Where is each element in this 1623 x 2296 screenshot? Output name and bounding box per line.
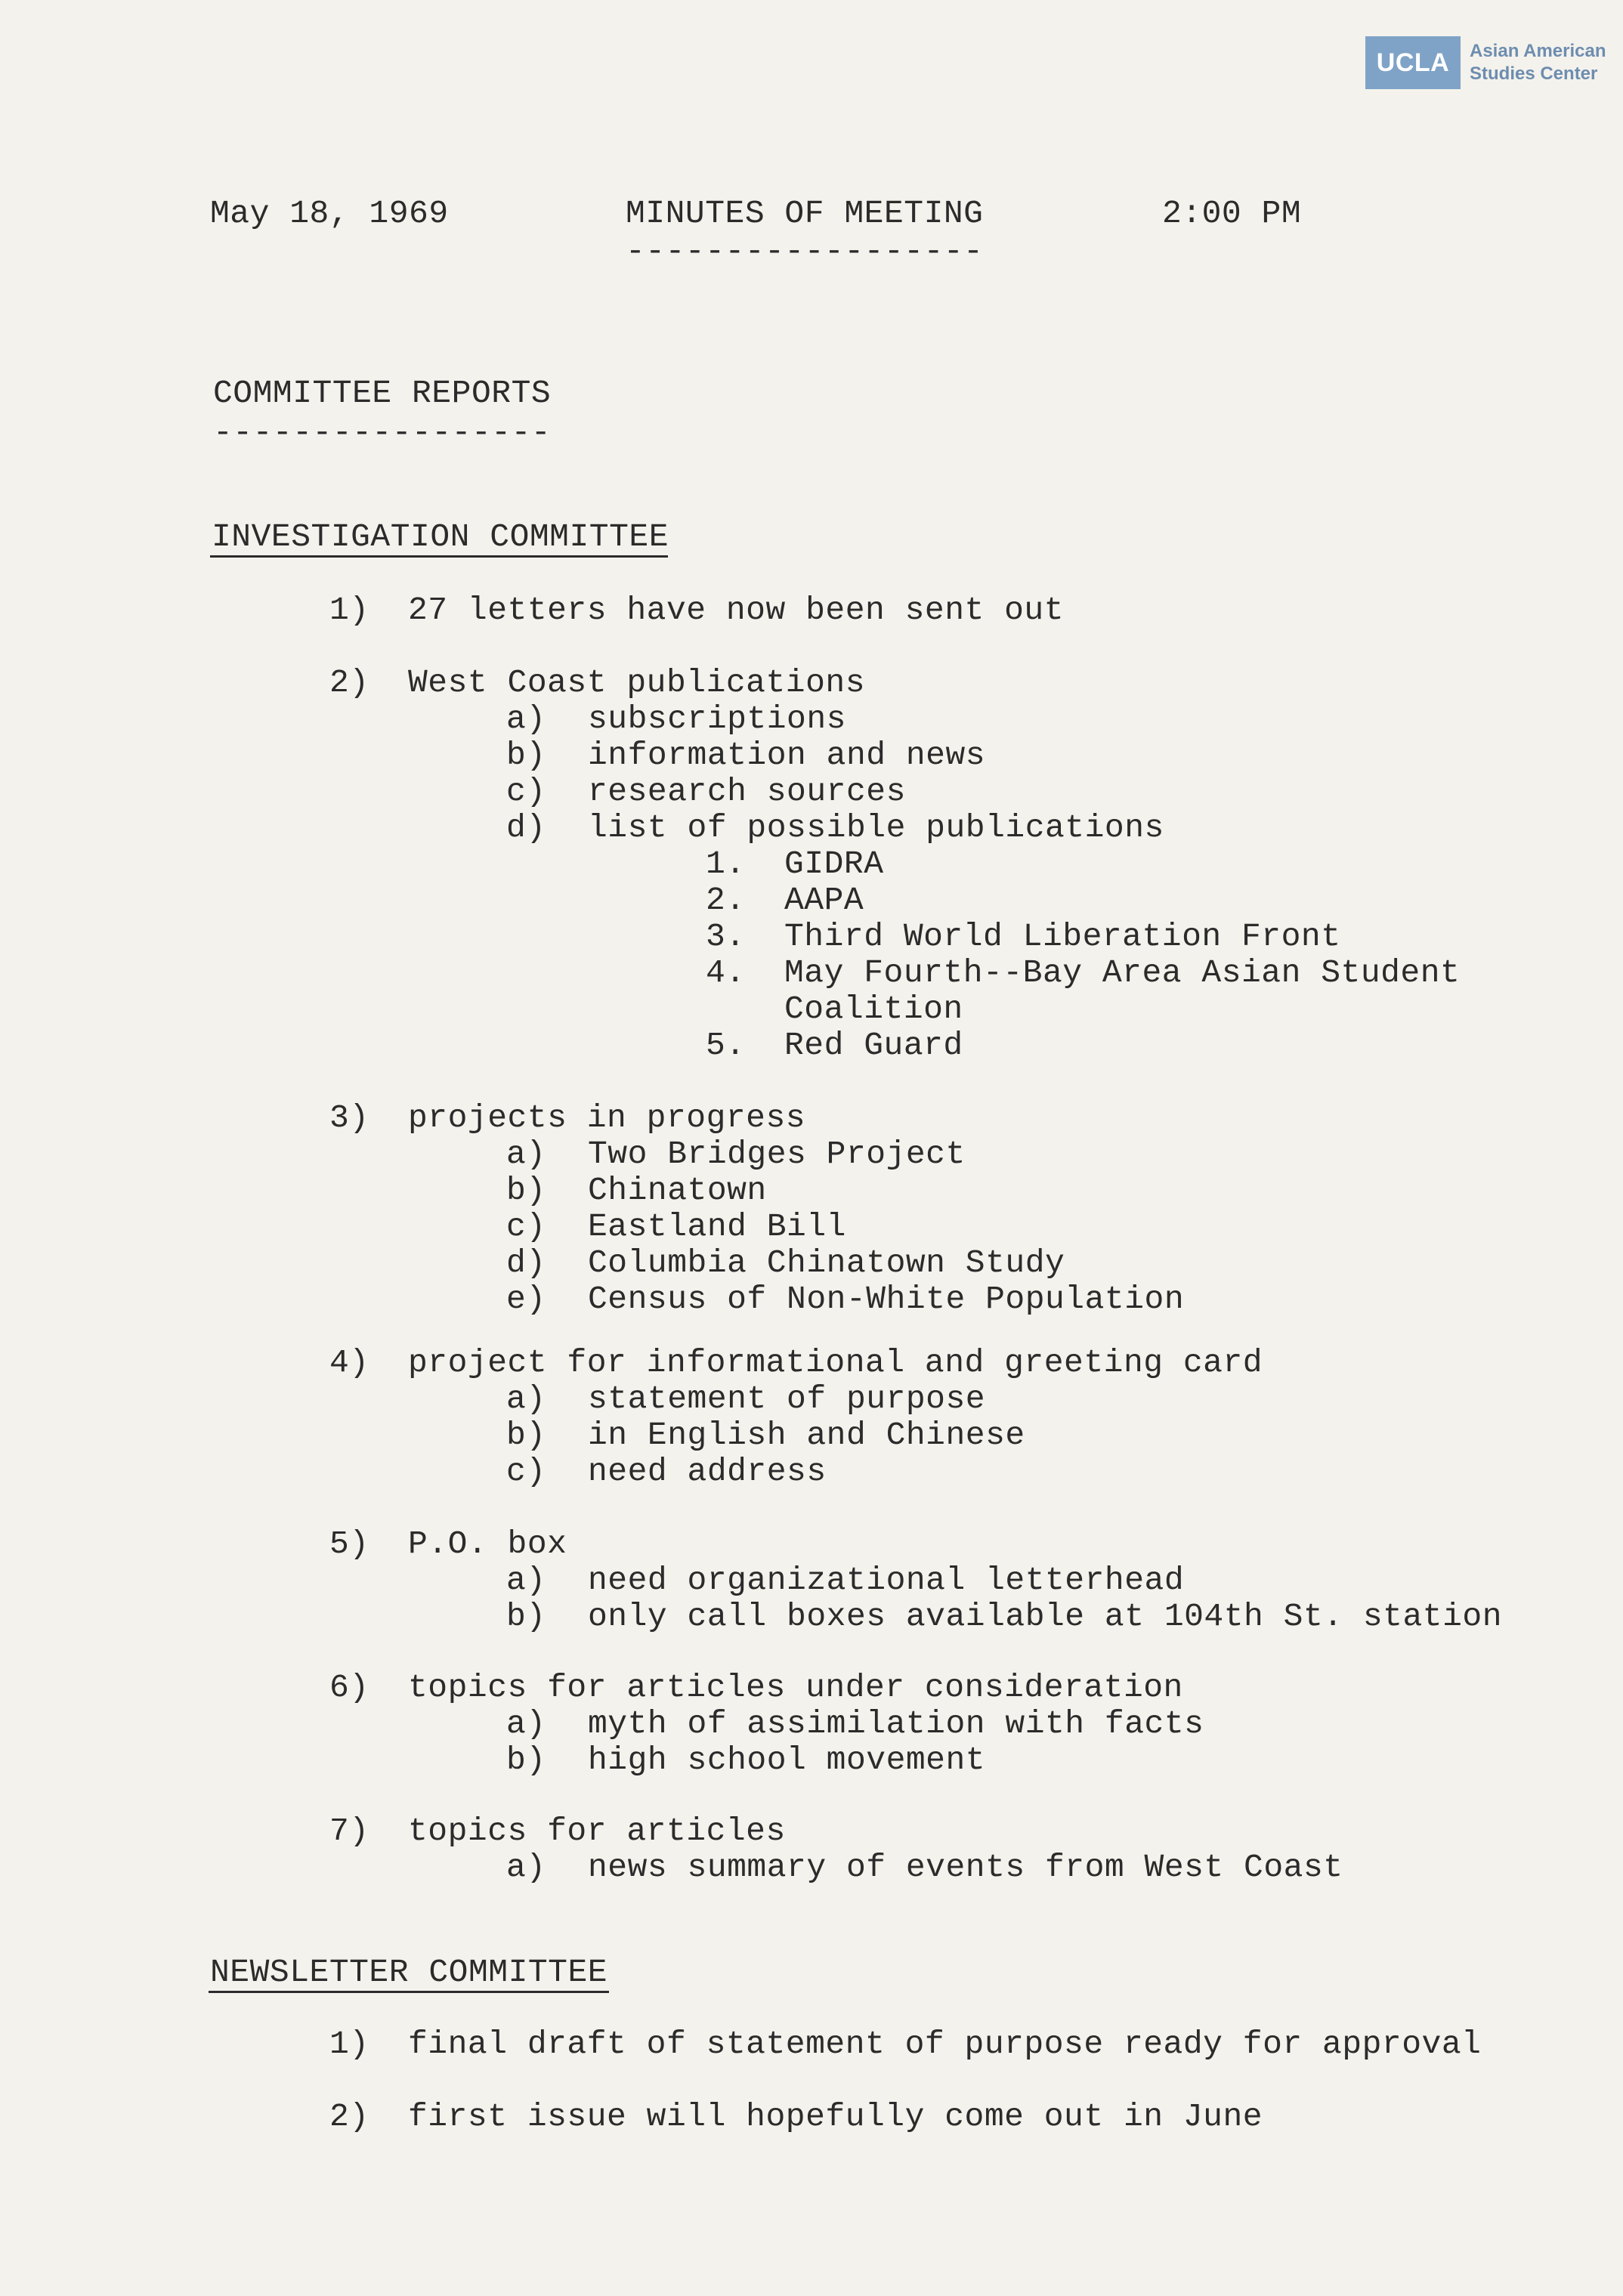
investigation-committee-heading: INVESTIGATION COMMITTEE [212,518,669,555]
subitem-text: list of possible publications [588,809,1164,846]
item-text: 27 letters have now been sent out [408,592,1065,629]
subitem-text: Eastland Bill [588,1208,846,1245]
subitem-letter: b) [506,1598,546,1635]
subitem-letter: a) [506,700,546,737]
item-text: topics for articles under consideration [408,1669,1183,1706]
subitem-letter: b) [506,1417,546,1454]
publication-number: 3. [706,918,746,955]
subitem-letter: b) [506,737,546,774]
publication-name: AAPA [784,882,864,919]
publication-name: GIDRA [784,845,884,882]
subitem-letter: c) [506,1453,546,1490]
subitem-text: subscriptions [588,700,846,737]
subitem-letter: a) [506,1849,546,1886]
subitem-text: research sources [588,773,906,810]
publication-name: May Fourth--Bay Area Asian Student [784,954,1461,991]
item-number: 4) [329,1344,369,1381]
meeting-time: 2:00 PM [1162,195,1302,232]
subitem-text: Chinatown [588,1172,767,1209]
item-text: West Coast publications [408,664,865,701]
item-text: first issue will hopefully come out in June [408,2098,1263,2135]
logo-caption-line1: Asian American [1470,41,1606,61]
item-number: 1) [329,2026,369,2063]
subitem-text: news summary of events from West Coast [588,1849,1343,1886]
newsletter-committee-heading: NEWSLETTER COMMITTEE [210,1954,608,1991]
item-text: projects in progress [408,1099,806,1136]
item-number: 7) [329,1812,369,1849]
item-text: project for informational and greeting card [408,1344,1263,1381]
subitem-text: Columbia Chinatown Study [588,1244,1065,1281]
subitem-letter: a) [506,1136,546,1173]
subitem-text: need organizational letterhead [588,1562,1185,1599]
subitem-letter: d) [506,809,546,846]
subitem-letter: a) [506,1705,546,1742]
item-text: topics for articles [408,1812,786,1849]
logo-caption-line2: Studies Center [1470,63,1598,84]
subitem-text: Census of Non-White Population [588,1281,1185,1318]
meeting-date: May 18, 1969 [210,195,449,232]
publication-name-continued: Coalition [784,990,963,1027]
item-number: 3) [329,1099,369,1136]
subitem-letter: b) [506,1172,546,1209]
ucla-aasc-logo [1365,36,1606,89]
logo-caption [1470,40,1606,85]
subitem-letter: c) [506,773,546,810]
committee-reports-dash-underline: ----------------- [213,414,552,451]
publication-number: 5. [706,1027,746,1064]
item-number: 2) [329,2098,369,2135]
committee-reports-heading: COMMITTEE REPORTS [213,375,552,412]
subitem-letter: e) [506,1281,546,1318]
subitem-text: need address [588,1453,827,1490]
subitem-text: only call boxes available at 104th St. station [588,1598,1502,1635]
newsletter-heading-underline [209,1991,609,1993]
document-title: MINUTES OF MEETING [626,195,984,232]
subitem-text: myth of assimilation with facts [588,1705,1204,1742]
publication-number: 1. [706,845,746,882]
subitem-text: information and news [588,737,986,774]
item-text: P.O. box [408,1525,567,1562]
publication-name: Red Guard [784,1027,963,1064]
subitem-text: Two Bridges Project [588,1136,966,1173]
title-dash-underline: ------------------ [626,233,984,270]
item-number: 2) [329,664,369,701]
publication-number: 2. [706,882,746,919]
subitem-letter: c) [506,1208,546,1245]
publication-number: 4. [706,954,746,991]
subitem-letter: b) [506,1741,546,1778]
subitem-text: high school movement [588,1741,986,1778]
item-number: 6) [329,1669,369,1706]
item-text: final draft of statement of purpose ready for approval [408,2026,1482,2063]
publication-name: Third World Liberation Front [784,918,1341,955]
subitem-letter: d) [506,1244,546,1281]
subitem-text: in English and Chinese [588,1417,1025,1454]
investigation-heading-underline [210,555,668,558]
subitem-letter: a) [506,1380,546,1417]
item-number: 1) [329,592,369,629]
subitem-text: statement of purpose [588,1380,986,1417]
item-number: 5) [329,1525,369,1562]
ucla-logo-box: UCLA [1365,36,1461,89]
subitem-letter: a) [506,1562,546,1599]
